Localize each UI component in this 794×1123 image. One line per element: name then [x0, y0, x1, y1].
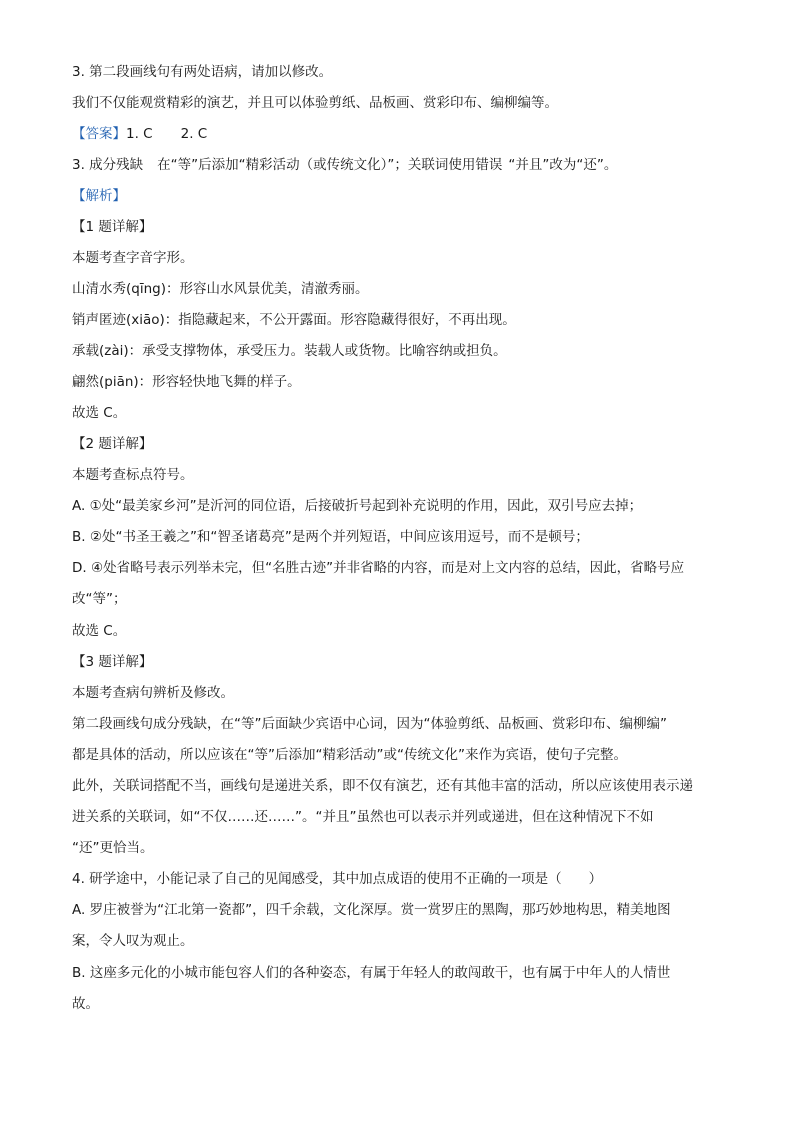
- question-2-heading: 【2 题详解】: [72, 436, 153, 452]
- question-1-item-b: 销声匿迹(xiāo)：指隐藏起来，不公开露面。形容隐藏得很好，不再出现。: [72, 312, 516, 328]
- question-3-paragraph-2-line2: 进关系的关联词，如“不仅……还……”。“并且”虽然也可以表示并列或递进，但在这种情况下不如: [72, 809, 654, 825]
- question-1-choice: 故选 C。: [72, 405, 127, 421]
- question-1-item-d: 翩然(piān)：形容轻快地飞舞的样子。: [72, 374, 301, 390]
- question-4-title: 4. 研学途中，小能记录了自己的见闻感受，其中加点成语的使用不正确的一项是（ ）: [72, 871, 603, 887]
- question-3-paragraph-2-line3: “还”更恰当。: [72, 840, 154, 856]
- document-page: [72, 62, 722, 1026]
- answer-3: 3. 成分残缺 在“等”后添加“精彩活动（或传统文化）”；关联词使用错误 “并且”改为“还”。: [72, 157, 618, 173]
- question-4-option-a-line2: 案，令人叹为观止。: [72, 933, 194, 949]
- question-3-sentence: 我们不仅能观赏精彩的演艺，并且可以体验剪纸、品板画、赏彩印布、编柳编等。: [72, 95, 558, 111]
- question-1-intro: 本题考查字音字形。: [72, 250, 194, 266]
- question-2-item-a: A. ①处“最美家乡河”是沂河的同位语，后接破折号起到补充说明的作用，因此，双引号应去掉；: [72, 498, 643, 514]
- question-3-intro: 本题考查病句辨析及修改。: [72, 685, 234, 701]
- question-2-item-d-line2: 改“等”；: [72, 591, 127, 607]
- analysis-label: 【解析】: [72, 188, 126, 204]
- question-1-item-a: 山清水秀(qīng)：形容山水风景优美，清澈秀丽。: [72, 281, 369, 297]
- answer-label: 【答案】: [72, 126, 126, 142]
- question-2-item-b: B. ②处“书圣王羲之”和“智圣诸葛亮”是两个并列短语，中间应该用逗号，而不是顿号；: [72, 529, 589, 545]
- question-3-paragraph-1-line2: 都是具体的活动，所以应该在“等”后添加“精彩活动”或“传统文化”来作为宾语，使句子完整。: [72, 747, 627, 763]
- answer-2: 2. C: [180, 126, 208, 142]
- question-3-paragraph-2-line1: 此外，关联词搭配不当，画线句是递进关系，即不仅有演艺，还有其他丰富的活动，所以应该使用表示递: [72, 778, 693, 794]
- answer-1: 1. C: [126, 126, 153, 142]
- question-1-heading: 【1 题详解】: [72, 219, 153, 235]
- question-3-paragraph-1-line1: 第二段画线句成分残缺，在“等”后面缺少宾语中心词，因为“体验剪纸、品板画、赏彩印布、编柳编”: [72, 716, 667, 732]
- question-4-option-a-line1: A. 罗庄被誉为“江北第一瓷都”，四千余载，文化深厚。赏一赏罗庄的黑陶，那巧妙地构思，精美地图: [72, 902, 671, 918]
- question-4-option-b-line1: B. 这座多元化的小城市能包容人们的各种姿态，有属于年轻人的敢闯敢干，也有属于中年人的人情世: [72, 965, 671, 981]
- answer-line: [72, 124, 722, 144]
- question-4-option-b-line2: 故。: [72, 996, 99, 1012]
- question-2-choice: 故选 C。: [72, 623, 127, 639]
- question-3-title: 3. 第二段画线句有两处语病，请加以修改。: [72, 64, 333, 80]
- question-3-heading: 【3 题详解】: [72, 654, 153, 670]
- question-2-intro: 本题考查标点符号。: [72, 467, 194, 483]
- question-1-item-c: 承载(zài)：承受支撑物体，承受压力。装载人或货物。比喻容纳或担负。: [72, 343, 507, 359]
- question-2-item-d-line1: D. ④处省略号表示列举未完，但“名胜古迹”并非省略的内容，而是对上文内容的总结，因此，省略号应: [72, 560, 685, 576]
